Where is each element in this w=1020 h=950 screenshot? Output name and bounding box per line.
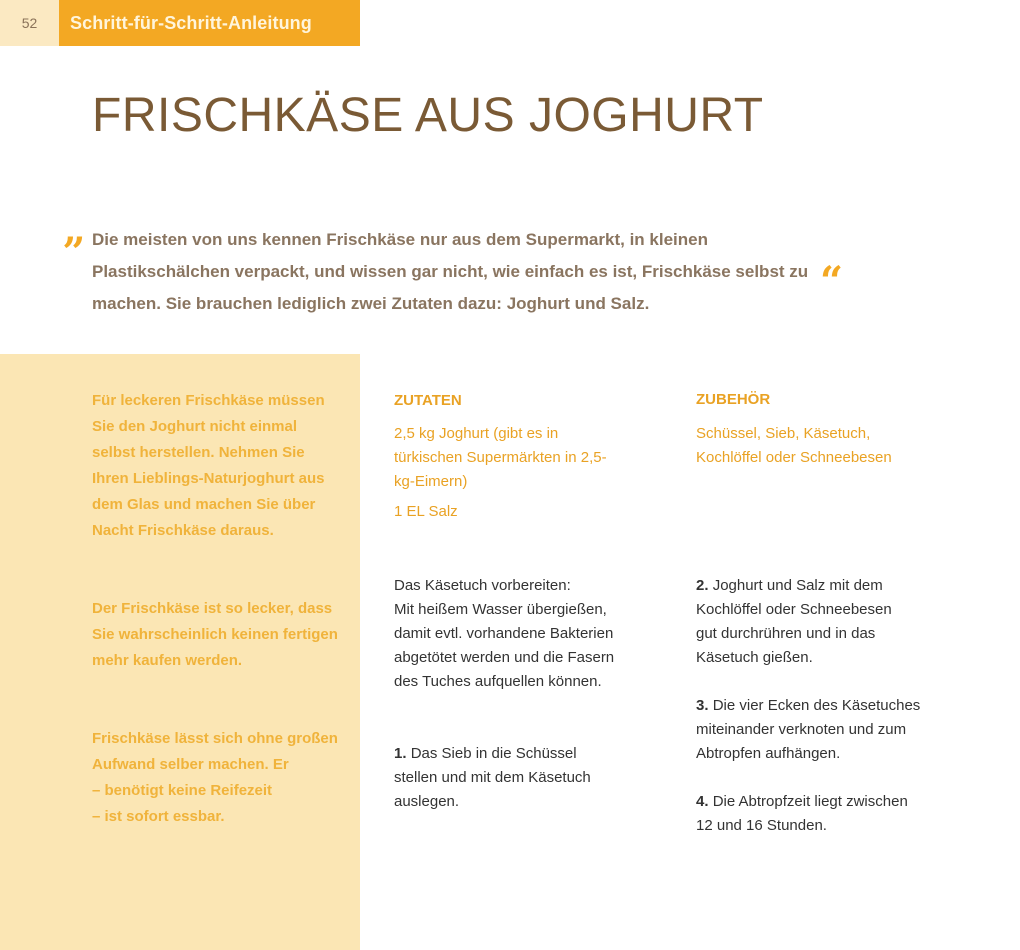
- prep-step-text: Mit heißem Wasser übergießen, damit evtl. vorhandene Bakterien abgetötet werden und die Fasern des Tuches aufquellen können.: [394, 601, 615, 690]
- step-3: [696, 694, 931, 766]
- sidebar-bullet-2: – ist sofort essbar.: [92, 808, 225, 825]
- step-1-number: 1.: [394, 745, 407, 762]
- sidebar-bullet-1: – benötigt keine Reifezeit: [92, 782, 273, 799]
- page-title: FRISCHKÄSE AUS JOGHURT: [92, 89, 764, 142]
- step-2: [696, 574, 916, 670]
- step-1: [394, 742, 619, 814]
- step-2-text: Joghurt und Salz mit dem Kochlöffel oder Schneebesen gut durchrühren und in das Käsetuch gießen.: [696, 577, 892, 666]
- step-1-text: Das Sieb in die Schüssel stellen und mit dem Käsetuch auslegen.: [394, 745, 591, 810]
- step-4-number: 4.: [696, 793, 709, 810]
- quote-open-mark: „: [63, 206, 87, 253]
- page-number: 52: [0, 0, 59, 46]
- zutaten-heading: ZUTATEN: [394, 392, 462, 409]
- sidebar-paragraph-3: [92, 726, 342, 830]
- sidebar-paragraph-2: Der Frischkäse ist so lecker, dass Sie wahrscheinlich keinen fertigen mehr kaufen werden.: [92, 600, 338, 669]
- sidebar-paragraph-3-text: Frischkäse lässt sich ohne großen Aufwand selber machen. Er: [92, 730, 338, 773]
- prep-step: [394, 574, 634, 694]
- zubehoer-items: Schüssel, Sieb, Käsetuch, Kochlöffel oder Schneebesen: [696, 425, 892, 466]
- zutaten-item-1: 2,5 kg Joghurt (gibt es in türkischen Supermärkten in 2,5-kg-Eimern): [394, 425, 607, 490]
- zutaten-item-2: 1 EL Salz: [394, 503, 458, 520]
- step-4: [696, 790, 911, 838]
- section-title: Schritt-für-Schritt-Anleitung: [70, 12, 312, 33]
- section-header-bar: [59, 0, 360, 46]
- step-3-number: 3.: [696, 697, 709, 714]
- step-4-text: Die Abtropfzeit liegt zwischen 12 und 16 Stunden.: [696, 793, 908, 834]
- step-3-text: Die vier Ecken des Käsetuches miteinander verknoten und zum Abtropfen aufhängen.: [696, 697, 921, 762]
- step-2-number: 2.: [696, 577, 709, 594]
- prep-step-title: Das Käsetuch vorbereiten:: [394, 577, 571, 594]
- sidebar-paragraph-1: Für leckeren Frischkäse müssen Sie den Joghurt nicht einmal selbst herstellen. Nehmen Sie Ihren Lieblings-Naturjoghurt aus dem Glas und machen Sie über Nacht Frischkäse daraus.: [92, 392, 325, 539]
- intro-quote: Die meisten von uns kennen Frischkäse nur aus dem Supermarkt, in kleinen Plastikschälchen verpackt, und wissen gar nicht, wie einfach es ist, Frischkäse selbst zu machen. Sie brauchen lediglich zwei Zutaten dazu: Joghurt und Salz.: [92, 230, 809, 313]
- zubehoer-heading: ZUBEHÖR: [696, 391, 771, 408]
- quote-close-mark: “: [820, 258, 844, 305]
